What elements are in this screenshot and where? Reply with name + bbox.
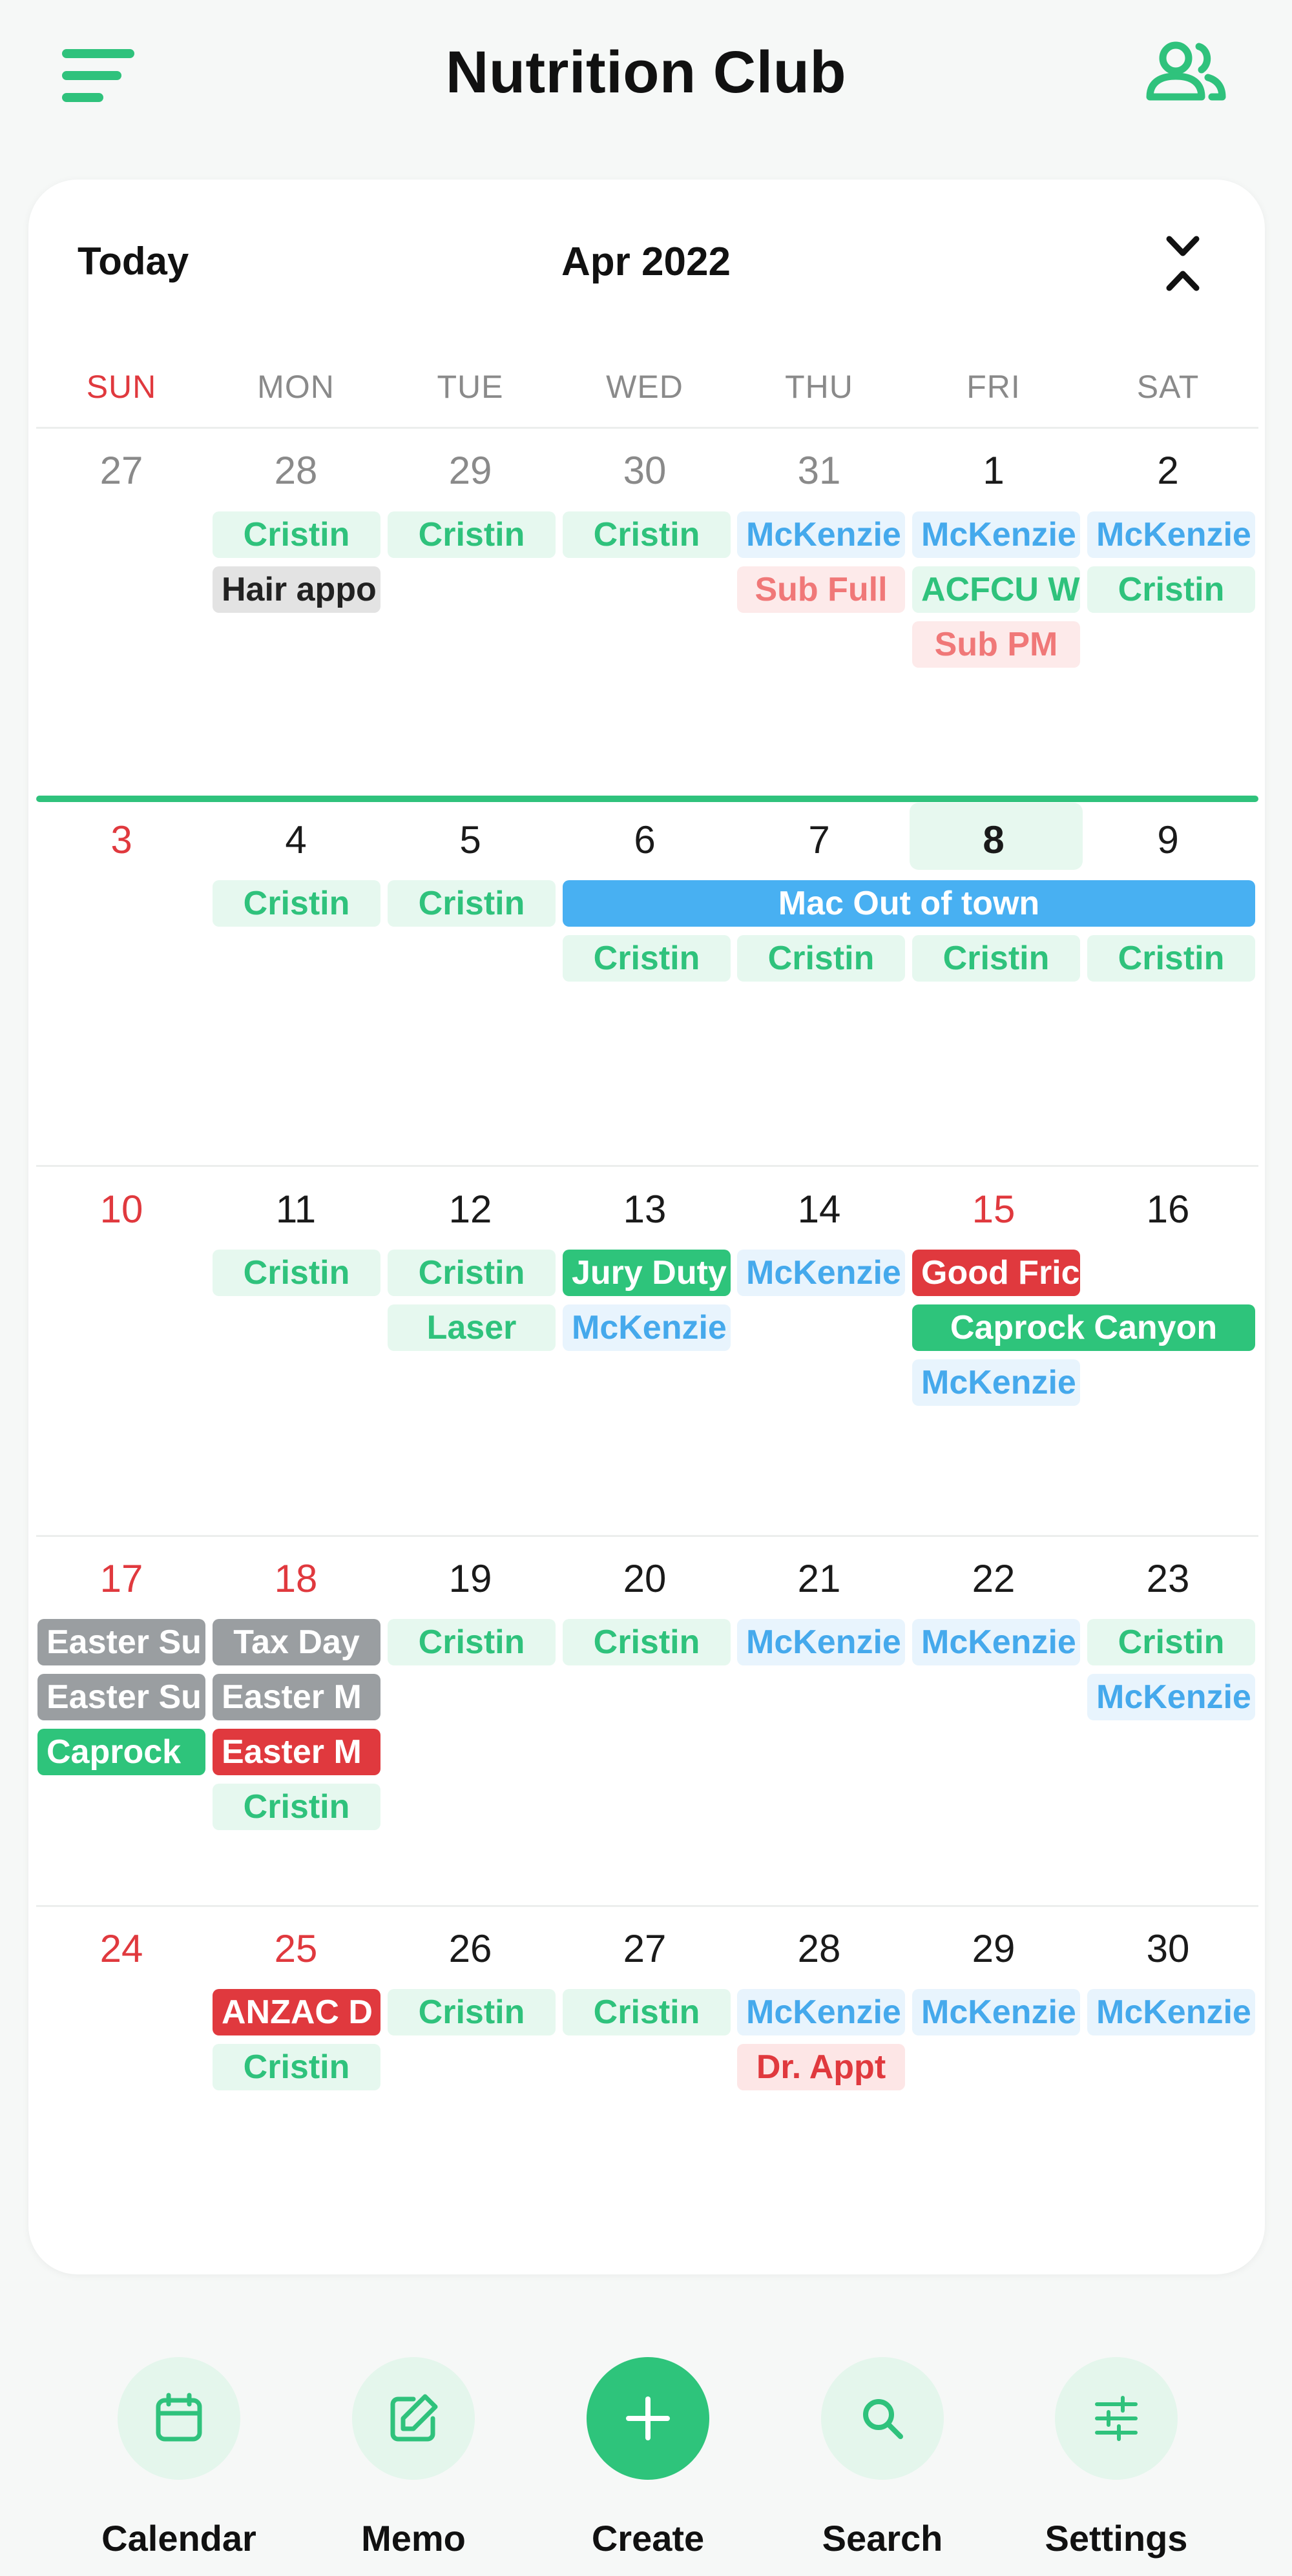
event-chip[interactable]: McKenzie [912,1359,1080,1406]
event-chip[interactable]: Cristin [563,1989,731,2035]
day-cell[interactable]: 30 [623,449,667,492]
event-chip[interactable]: Cristin [1087,935,1255,982]
day-cell[interactable]: 28 [274,449,318,492]
tab-label: Search [822,2518,943,2559]
memo-tab-button[interactable] [352,2357,475,2480]
event-chip[interactable]: Cristin [213,511,380,558]
event-chip[interactable]: Cristin [1087,566,1255,613]
tab-label: Memo [361,2518,466,2559]
event-chip[interactable]: Cristin [388,880,556,927]
search-icon [857,2393,908,2444]
day-cell[interactable]: 21 [797,1557,841,1600]
day-cell[interactable]: 9 [1157,818,1179,861]
event-chip[interactable]: Cristin [388,1250,556,1296]
day-cell[interactable]: 19 [448,1557,492,1600]
event-chip[interactable]: Good Fric [912,1250,1080,1296]
day-cell[interactable]: 4 [285,818,307,861]
event-chip-multiday[interactable]: Mac Out of town [563,880,1255,927]
event-chip[interactable]: ACFCU W [912,566,1080,613]
week-divider [36,1535,1258,1537]
event-chip[interactable]: McKenzie [1087,1674,1255,1720]
event-chip[interactable]: Caprock [37,1729,205,1775]
event-chip[interactable]: Easter Su [37,1619,205,1665]
calendar-tab-button[interactable] [118,2357,240,2480]
event-chip[interactable]: McKenzie [912,1989,1080,2035]
day-cell[interactable]: 27 [623,1927,667,1970]
day-cell[interactable]: 23 [1146,1557,1190,1600]
event-chip[interactable]: Cristin [388,1989,556,2035]
day-cell-today[interactable]: 8 [983,818,1005,861]
event-chip[interactable]: Easter Su [37,1674,205,1720]
collapse-chevrons-icon[interactable] [1160,231,1205,296]
event-chip[interactable]: Jury Duty [563,1250,731,1296]
day-cell[interactable]: 24 [99,1927,143,1970]
week-divider [36,1165,1258,1167]
week-divider [36,427,1258,429]
event-chip[interactable]: McKenzie [737,1619,905,1665]
day-cell[interactable]: 14 [797,1188,841,1231]
weekday-wed: WED [606,369,683,405]
users-icon[interactable] [1143,40,1227,105]
day-cell[interactable]: 10 [99,1188,143,1231]
event-chip-multiday[interactable]: Caprock Canyon [912,1304,1255,1351]
event-chip[interactable]: Cristin [912,935,1080,982]
event-chip[interactable]: McKenzie [1087,511,1255,558]
day-cell[interactable]: 17 [99,1557,143,1600]
day-cell[interactable]: 12 [448,1188,492,1231]
day-cell[interactable]: 31 [797,449,841,492]
event-chip[interactable]: Cristin [563,1619,731,1665]
event-chip[interactable]: Cristin [388,1619,556,1665]
event-chip[interactable]: Sub Full [737,566,905,613]
tab-label: Settings [1045,2518,1188,2559]
tab-label: Create [591,2518,705,2559]
day-cell[interactable]: 25 [274,1927,318,1970]
event-chip[interactable]: Cristin [737,935,905,982]
settings-tab-button[interactable] [1055,2357,1178,2480]
day-cell[interactable]: 6 [634,818,656,861]
sliders-icon [1090,2393,1142,2444]
event-chip[interactable]: Cristin [213,2044,380,2090]
today-button[interactable]: Today [78,240,189,283]
event-chip[interactable]: McKenzie [1087,1989,1255,2035]
day-cell[interactable]: 13 [623,1188,667,1231]
day-cell[interactable]: 1 [983,449,1005,492]
event-chip[interactable]: Laser [388,1304,556,1351]
day-cell[interactable]: 3 [110,818,132,861]
day-cell[interactable]: 11 [275,1188,317,1231]
calendar-icon [153,2393,205,2444]
day-cell[interactable]: 27 [99,449,143,492]
day-cell[interactable]: 7 [808,818,830,861]
weekday-sat: SAT [1136,369,1200,405]
day-cell[interactable]: 5 [459,818,481,861]
event-chip[interactable]: Cristin [213,880,380,927]
plus-icon [622,2393,674,2444]
event-chip[interactable]: Cristin [213,1250,380,1296]
event-chip[interactable]: Cristin [213,1784,380,1830]
day-cell[interactable]: 29 [448,449,492,492]
day-cell[interactable]: 30 [1146,1927,1190,1970]
event-chip[interactable]: Hair appo [213,566,380,613]
weekday-thu: THU [785,369,853,405]
event-chip[interactable]: ANZAC D [213,1989,380,2035]
day-cell[interactable]: 2 [1157,449,1179,492]
event-chip[interactable]: Cristin [563,511,731,558]
app-title: Nutrition Club [445,39,847,105]
event-chip[interactable]: McKenzie [912,511,1080,558]
event-chip[interactable]: Easter M [213,1729,380,1775]
weekday-fri: FRI [966,369,1021,405]
event-chip[interactable]: McKenzie [737,511,905,558]
app-header [0,0,1292,155]
event-chip[interactable]: McKenzie [563,1304,731,1351]
search-tab-button[interactable] [821,2357,944,2480]
day-cell[interactable]: 22 [972,1557,1016,1600]
day-cell[interactable]: 26 [448,1927,492,1970]
create-button[interactable] [587,2357,709,2480]
tab-label: Calendar [101,2518,256,2559]
month-label: Apr 2022 [561,240,731,284]
event-chip[interactable]: McKenzie [737,1250,905,1296]
event-chip[interactable]: McKenzie [912,1619,1080,1665]
edit-icon [388,2393,439,2444]
week-divider [36,1905,1258,1907]
day-cell[interactable]: 28 [797,1927,841,1970]
event-chip[interactable]: Cristin [388,511,556,558]
weekday-tue: TUE [437,369,504,405]
weekday-mon: MON [257,369,335,405]
event-chip[interactable]: Sub PM [912,621,1080,668]
event-chip[interactable]: Cristin [1087,1619,1255,1665]
event-chip[interactable]: McKenzie [737,1989,905,2035]
weekday-sun: SUN [86,369,157,405]
day-cell[interactable]: 15 [972,1188,1016,1231]
event-chip[interactable]: Cristin [563,935,731,982]
current-week-divider [36,796,1258,802]
day-cell[interactable]: 20 [623,1557,667,1600]
event-chip[interactable]: Tax Day [213,1619,380,1665]
day-cell[interactable]: 29 [972,1927,1016,1970]
event-chip[interactable]: Easter M [213,1674,380,1720]
event-chip[interactable]: Dr. Appt [737,2044,905,2090]
day-cell[interactable]: 16 [1146,1188,1190,1231]
day-cell[interactable]: 18 [274,1557,318,1600]
